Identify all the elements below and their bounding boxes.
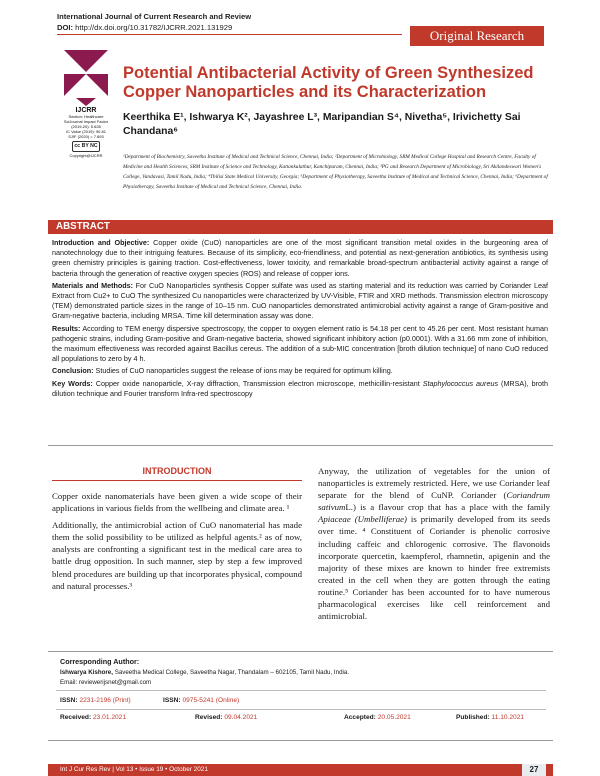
received-date [60,714,126,721]
accepted-value: 20.05.2021 [377,714,411,721]
abstract-body [52,238,548,401]
revised-label: Revised: [195,714,223,721]
accepted-label: Accepted: [344,714,376,721]
abstract-results-text: According to TEM energy dispersive spectroscopy, the copper to oxygen element ratio is 54.18 per cent to 45.26 per cent. Most resistant human pathogenic strains, including Gram-positive and Gram-negative bacteria, showed significant inhibitory action (p0.0001). With a 31.66 mm zone of inhibition, the maximum effectiveness was recorded against Bacillus cereus. The addition of a sub-MIC concentration [broth dilution technique] of nano CuO reduced all populations to zero by 4 h. [52,323,548,364]
family-name: Apiaceae (Umbelliferae) [318,514,407,525]
issn-online-label: ISSN: [163,697,181,704]
corresponding-author-address [60,669,349,676]
intro-p3-part-a: Anyway, the utilization of vegetables for the union of nanoparticles is extremely restricted. Here, we use Coriander leaf separate for the blend of CuNP. Coriander ( [318,466,550,501]
received-value: 23.01.2021 [93,714,127,721]
issn-print [60,697,131,704]
abstract-intro-text: Copper oxide (CuO) nanoparticles are one of the most significant transition metal oxides in the burgeoning area of nanotechnology due to their intriguing features. Because of its simplicity, eco-friendliness, and potential as next-generation antibiotics, its synthesis using green chemistry principles is gaining traction. Cost-effectiveness, lower toxicity, and remarkable broad-spectrum antibacterial activity against a range of bacteria through the generation of reactive oxygen species (ROS) and release of copper ions. [52,238,548,278]
doi-line [57,23,232,32]
logo-sjif-years: (2019-20): 5.628 [71,124,101,130]
body-column-left [52,490,302,597]
dates-divider [56,709,546,710]
paper-title: Potential Antibacterial Activity of Green Synthesized Copper Nanoparticles and its Characterization [123,64,534,101]
corresponding-author-title: Corresponding Author: [60,657,140,666]
logo-sjif-2020: SJIF (2020) = 7.893 [68,134,104,140]
abstract-conclusion-text: Studies of CuO nanoparticles suggest the release of ions may be required for optimum killing. [95,366,393,376]
abstract-divider [48,445,553,446]
article-type-badge: Original Research [410,26,544,46]
intro-paragraph-1: Copper oxide nanomaterials have been given a wide scope of their applications in various fields from the wellbeing and climate area. ¹ [52,491,302,514]
abstract-methods-label: Materials and Methods: [52,280,134,290]
abstract-intro-label: Introduction and Objective: [52,238,150,247]
issn-divider [56,690,546,691]
issn-print-value: 2231-2196 (Print) [79,697,131,704]
keywords-text-end: (MRSA), broth dilution technique and Fourier transform Infra-red spectroscopy [52,378,548,398]
logo-impact-label: SciJournal Impact Factor [63,119,109,125]
journal-logo-block [57,50,115,158]
footer-citation: Int J Cur Res Rev | Vol 13 • Issue 19 • October 2021 [60,766,208,773]
intro-p3-part-c: is primarily developed from its seeds over time. ⁴ Constituent of Coriander is phenolic corrosive including caffeic and chlorogenic corrosive. The flavonoids incorporate quercetin, kaempferol, rhamnetin, apigenin and the majority of these mixes are known to hinder free extremists created in the cell when they are gotten through the eating routine.⁵ Coriander has been accounted for to have numerous pharmacological exercises like cell reinforcement and antimicrobial. [318,514,550,622]
corresponding-address-text: Saveetha Medical College, Saveetha Nagar, Thandalam – 602105, Tamil Nadu, India. [112,669,350,676]
abstract-heading: ABSTRACT [56,221,110,232]
logo-ic-value: IC Value (2019): 90.81 [66,129,106,135]
abstract-results-label: Results: [52,323,81,333]
issn-online [163,697,239,704]
header-divider [57,34,402,35]
intro-paragraph-2: Additionally, the antimicrobial action of CuO nanomaterial has made them the solid possibility to be utilized as helpful agents.² as of now, analysts are confronting a significant test in the medical care area to battle drug opposition. In such manner, step by step a few improved blend procedures are building up that incorporates physical, compound and natural processes.³ [52,520,302,591]
received-label: Received: [60,714,92,721]
keywords-italic: Staphylococcus aureus [422,378,499,388]
doi-link[interactable]: http://dx.doi.org/10.31782/IJCRR.2021.131929 [75,23,233,32]
ijcrr-logo-icon [64,50,108,106]
corresponding-email[interactable]: Email: reviewerijsnet@gmail.com [60,679,152,686]
keywords-text: Copper oxide nanoparticle, X-ray diffraction, Transmission electron microscope, methicillin-resistant [95,378,423,388]
logo-name: IJCRR [75,107,97,114]
keywords-label: Key Words: [52,378,93,388]
affiliations: ¹Department of Biochemistry, Saveetha Institute of Medical and Technical Science, Chennai, India; ²Department of Microbiology, SRM Medical College Hospital and Research Centre, Faculty of Medicine and Health Sciences, SRM Institute of Science and Technology, Kattankulathur, Kanchipuram, Chennai, India; ³PG and Research Department of Microbiology, Sri Akilandeswari Women's College, Vandavasi, Tamil Nadu, India; ⁴Tbilisi State Medical University, Georgia; ⁵Department of Physiotherapy, Saveetha Institute of Medical and Technical Science, Chennai, India; ⁶Department of Physiotherapy, Saveetha Institute of Medical and Technical Science, Chennai, India. [123,154,548,191]
abstract-introduction [52,238,548,279]
abstract-keywords [52,379,548,399]
abstract-methods-text: For CuO Nanoparticles synthesis Copper sulfate was used as starting material and its reduction was carried by Coriander Leaf Extract from Cu2+ to CuO The synthesized Cu nanoparticles were characterized by UV-Visible, FTIR and XRD methods. Transmission electron microscopy (TEM) demonstrated particle sizes in the range of 10–15 nm. CuO nanoparticles demonstrated antimicrobial activity against a range of Gram-positive and Gram-negative bacteria, including MRSA. Time kill determination assay was done. [52,280,549,321]
journal-name: International Journal of Current Research and Review [57,12,252,21]
issn-online-value: 0975-5241 (Online) [182,697,240,704]
introduction-underline [52,480,302,481]
intro-p3-part-b: L.) is a flavour crop that has a place with the family [345,502,550,513]
author-list: Keerthika E¹, Ishwarya K², Jayashree L³, Maripandian S⁴, Nivetha⁵, Irivichetty Sai Chandana⁶ [123,112,521,137]
revised-date [195,714,257,721]
species-name: Coriandrum sativum [318,490,550,513]
abstract-conclusion [52,366,548,376]
copyright-text: Copyright@IJCRR [69,153,103,159]
abstract-header [48,220,553,234]
accepted-date [344,714,411,721]
corresponding-author-box [48,651,553,741]
revised-value: 09.04.2021 [224,714,258,721]
introduction-heading: INTRODUCTION [142,466,212,476]
abstract-conclusion-label: Conclusion: [52,366,94,376]
published-date [456,714,524,721]
corresponding-author-name: Ishwarya Kishore, [60,669,113,676]
abstract-results [52,324,548,365]
intro-paragraph-3 [318,465,550,622]
published-label: Published: [456,714,490,721]
logo-section: Section: Healthcare [68,114,104,119]
creative-commons-icon: cc BY NC [72,141,100,152]
abstract-methods [52,281,548,322]
doi-label: DOI: [57,23,74,32]
page-number: 27 [522,764,546,776]
published-value: 11.10.2021 [491,714,525,721]
body-column-right [318,465,550,627]
issn-print-label: ISSN: [60,697,78,704]
